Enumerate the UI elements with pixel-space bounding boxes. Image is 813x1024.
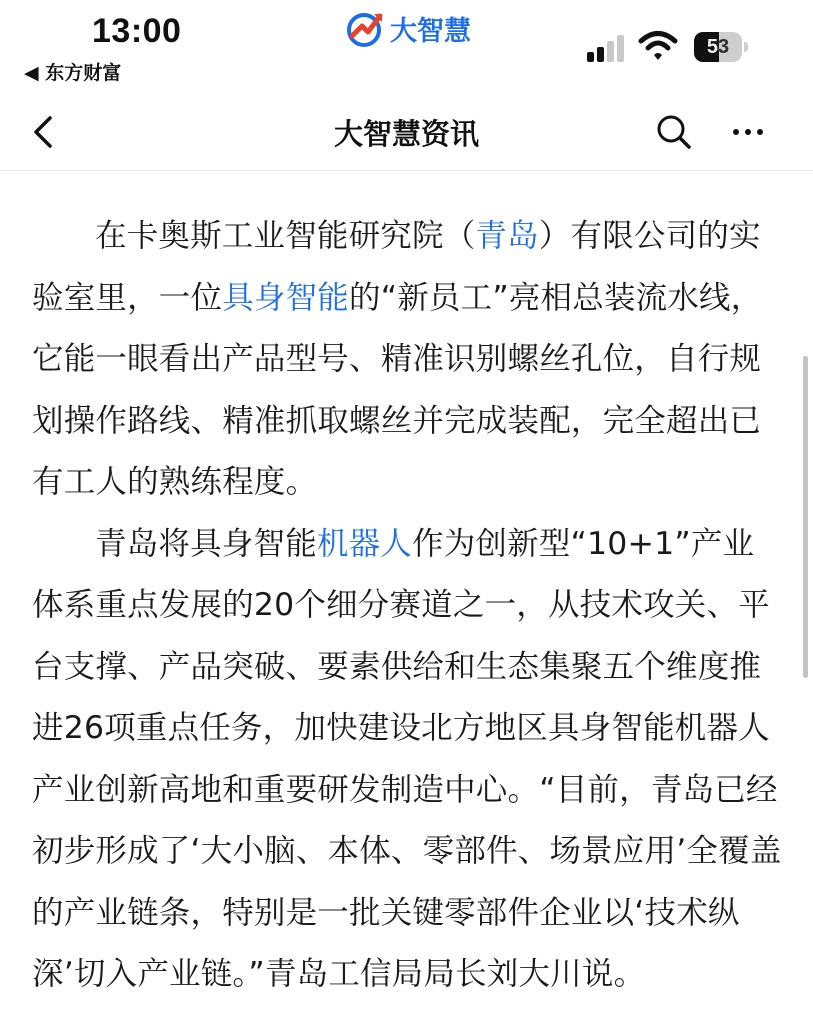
- paragraph-text: 在卡奥斯工业智能研究院（: [95, 218, 476, 254]
- page-title: 大智慧资讯: [333, 117, 479, 151]
- search-icon[interactable]: [654, 112, 694, 152]
- wifi-icon: [638, 30, 678, 62]
- brand-name: 大智慧: [390, 15, 471, 47]
- brand-logo: [346, 8, 471, 48]
- battery-level: 53: [706, 36, 730, 58]
- link-robot[interactable]: 机器人: [316, 525, 413, 562]
- paragraph-text: 作为创新型“10+1”产业体系重点发展的20个细分赛道之一，从技术攻关、平台支撑、产品突破、要素供给和生态集聚五个维度推进26项重点任务，加快建设北方地区具身智能机器人产业创新高地和重要研发制造中心。“目前，青岛已经初步形成了‘大小脑、本体、零部件、场景应用’全覆盖的产业链条，特别是一批关键零部件企业以‘技术纵深’切入产业链。”青岛工信局局长刘大川说。: [32, 525, 782, 992]
- status-time: 13:00: [92, 12, 182, 50]
- link-embodied-intelligence[interactable]: 具身智能: [222, 279, 350, 316]
- navigation-bar: [0, 96, 813, 171]
- battery-icon: [694, 32, 750, 62]
- status-bar: [0, 0, 813, 90]
- paragraph-text: ）有限公司的实验室里，一位: [32, 218, 761, 316]
- cellular-signal-icon: [585, 34, 629, 62]
- back-to-app-link[interactable]: ◀ 东方财富: [24, 62, 122, 84]
- paragraph-text: 青岛将具身智能: [95, 525, 317, 562]
- scrollbar-thumb[interactable]: [803, 356, 808, 678]
- brand-mark-icon: [346, 8, 386, 48]
- more-horizontal-icon[interactable]: [728, 112, 768, 152]
- article-body: [32, 206, 782, 1006]
- link-qingdao[interactable]: 青岛: [475, 218, 539, 254]
- article-paragraph: [32, 514, 782, 1006]
- paragraph-text: 的“新员工”亮相总装流水线，它能一眼看出产品型号、精准识别螺丝孔位，自行规划操作路线、精准抓取螺丝并完成装配，完全超出已有工人的熟练程度。: [32, 279, 763, 500]
- article-paragraph: [32, 206, 782, 514]
